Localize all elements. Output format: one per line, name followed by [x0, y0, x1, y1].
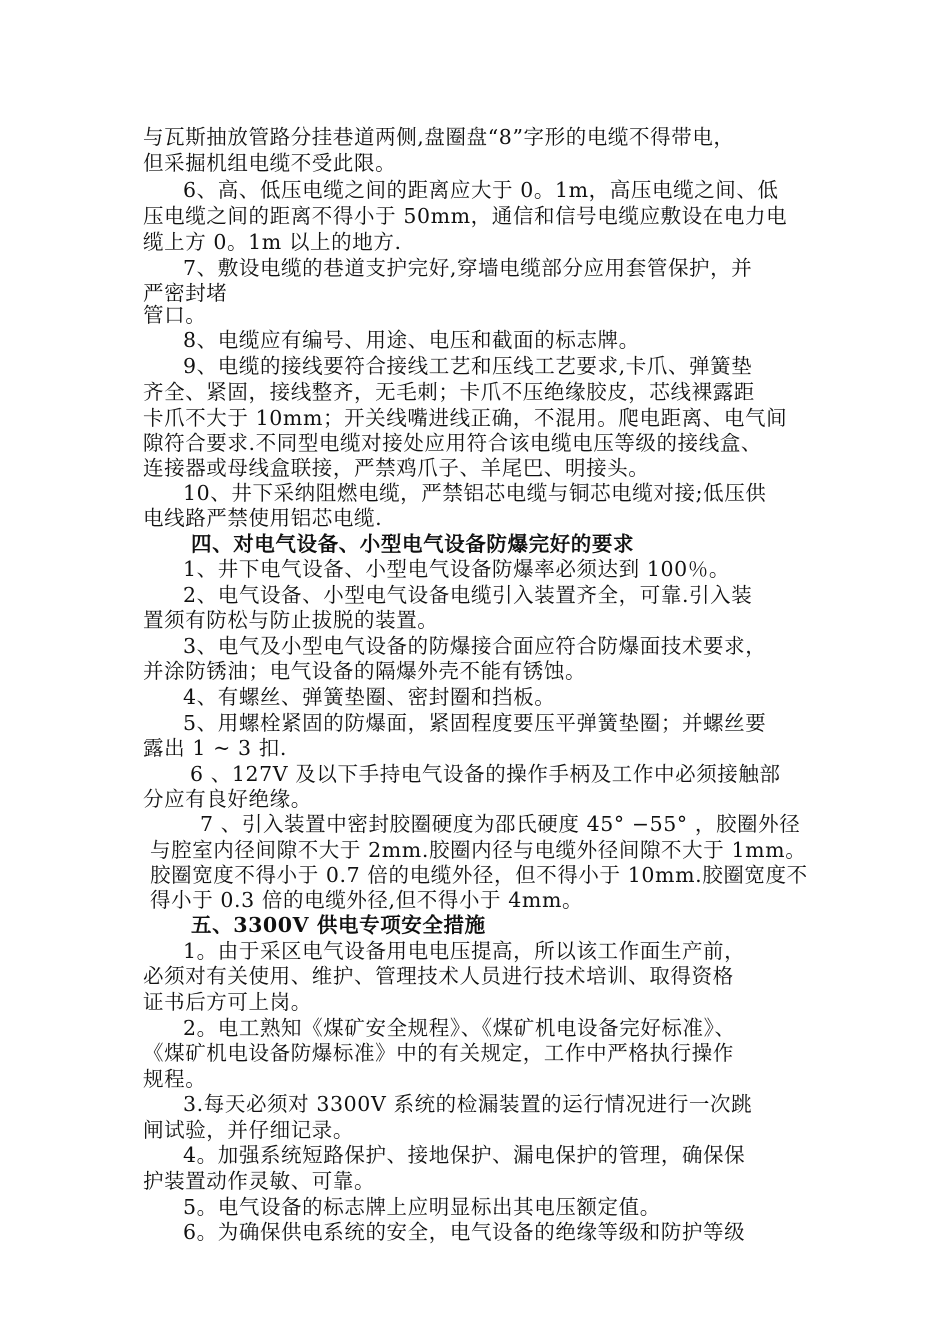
text-line: 2、电气设备、小型电气设备电缆引入装置齐全，可靠.引入装	[183, 583, 753, 607]
section-heading: 四、对电气设备、小型电气设备防爆完好的要求	[191, 532, 635, 556]
text-line: 隙符合要求.不同型电缆对接处应用符合该电缆电压等级的接线盒、	[143, 431, 763, 455]
text-line: 《煤矿机电设备防爆标准》中的有关规定，工作中严格执行操作	[143, 1041, 734, 1065]
text-line: 置须有防松与防止拔脱的装置。	[143, 608, 439, 632]
text-line: 9、电缆的接线要符合接线工艺和压线工艺要求,卡爪、弹簧垫	[183, 354, 753, 378]
text-line: 齐全、紧固，接线整齐，无毛刺；卡爪不压绝缘胶皮，芯线裸露距	[143, 380, 755, 404]
text-line: 4、有螺丝、弹簧垫圈、密封圈和挡板。	[183, 685, 556, 709]
text-line: 护装置动作灵敏、可靠。	[143, 1169, 376, 1193]
text-line: 8、电缆应有编号、用途、电压和截面的标志牌。	[183, 328, 640, 352]
text-line: 连接器或母线盒联接，严禁鸡爪子、羊尾巴、明接头。	[143, 456, 650, 480]
text-line: 10、井下采纳阻燃电缆，严禁铝芯电缆与铜芯电缆对接;低压供	[183, 481, 767, 505]
text-line: 但采掘机组电缆不受此限。	[143, 151, 397, 175]
text-line: 6、高、低压电缆之间的距离应大于 0。1m，高压电缆之间、低	[183, 178, 779, 202]
text-line: 闸试验，并仔细记录。	[143, 1118, 354, 1142]
text-line: 7 、引入装置中密封胶圈硬度为邵氏硬度 45° −55° ，胶圈外径	[200, 812, 801, 836]
text-line: 并涂防锈油；电气设备的隔爆外壳不能有锈蚀。	[143, 659, 587, 683]
text-line: 6 、127V 及以下手持电气设备的操作手柄及工作中必须接触部	[190, 762, 781, 786]
text-line: 4。加强系统短路保护、接地保护、漏电保护的管理，确保保	[183, 1143, 746, 1167]
text-line: 缆上方 0。1m 以上的地方.	[143, 230, 402, 254]
text-line: 得小于 0.3 倍的电缆外径,但不得小于 4mm。	[150, 888, 584, 912]
text-line: 与瓦斯抽放管路分挂巷道两侧,盘圈盘“8”字形的电缆不得带电，	[143, 125, 735, 149]
text-line: 电线路严禁使用铝芯电缆.	[143, 506, 383, 530]
text-line: 压电缆之间的距离不得小于 50mm，通信和信号电缆应敷设在电力电	[143, 204, 788, 228]
text-line: 严密封堵	[143, 281, 228, 305]
text-line: 3.每天必须对 3300V 系统的检漏装置的运行情况进行一次跳	[183, 1092, 753, 1116]
text-line: 露出 1 ~ 3 扣.	[143, 736, 287, 760]
text-line: 1、井下电气设备、小型电气设备防爆率必须达到 100％。	[183, 557, 730, 581]
text-line: 7、敷设电缆的巷道支护完好,穿墙电缆部分应用套管保护，并	[183, 256, 753, 280]
section-heading: 五、3300V 供电专项安全措施	[191, 913, 486, 937]
text-line: 必须对有关使用、维护、管理技术人员进行技术培训、取得资格	[143, 964, 734, 988]
text-line: 证书后方可上岗。	[143, 990, 312, 1014]
text-line: 与腔室内径间隙不大于 2mm.胶圈内径与电缆外径间隙不大于 1mm。	[150, 838, 807, 862]
text-line: 分应有良好绝缘。	[143, 787, 312, 811]
text-line: 6。为确保供电系统的安全，电气设备的绝缘等级和防护等级	[183, 1220, 746, 1244]
text-line: 1。由于采区电气设备用电电压提高，所以该工作面生产前，	[183, 939, 746, 963]
text-line: 卡爪不大于 10mm；开关线嘴进线正确，不混用。爬电距离、电气间	[143, 406, 788, 430]
text-line: 5、用螺栓紧固的防爆面，紧固程度要压平弹簧垫圈；并螺丝要	[183, 711, 767, 735]
text-line: 3、电气及小型电气设备的防爆接合面应符合防爆面技术要求，	[183, 634, 767, 658]
text-line: 胶圈宽度不得小于 0.7 倍的电缆外径，但不得小于 10mm.胶圈宽度不	[150, 863, 808, 887]
text-line: 2。电工熟知《煤矿安全规程》、《煤矿机电设备完好标准》、	[183, 1016, 736, 1040]
text-line: 5。电气设备的标志牌上应明显标出其电压额定值。	[183, 1195, 661, 1219]
text-line: 管口。	[143, 303, 207, 327]
text-line: 规程。	[143, 1067, 207, 1091]
